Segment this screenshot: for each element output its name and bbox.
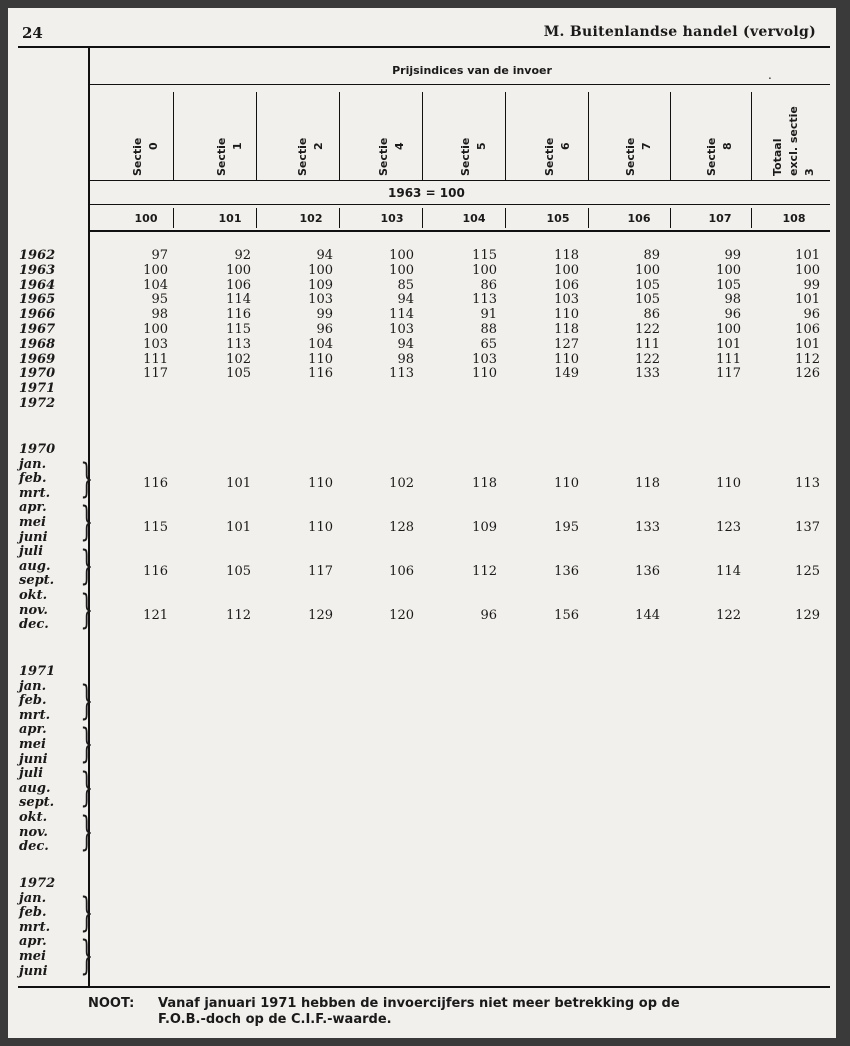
table-cell: 110 [308, 351, 333, 367]
table-cell: 116 [143, 563, 168, 579]
column-header-line: 8 [721, 142, 734, 150]
column-header-line: 4 [393, 142, 406, 150]
table-cell: 144 [635, 607, 660, 623]
table-cell: 115 [226, 322, 251, 337]
column-header-line: 7 [640, 142, 653, 150]
table-cell: 122 [635, 351, 660, 367]
table-cell: 129 [795, 607, 820, 623]
table-cell: 113 [795, 476, 820, 492]
column-header-line: Sectie [215, 137, 228, 176]
bottom-rule [18, 986, 830, 988]
column-code: 106 [627, 212, 651, 225]
base-rule-top [88, 180, 830, 181]
table-cell: 105 [226, 563, 251, 579]
month-label: juni [19, 751, 48, 767]
table-cell: 118 [472, 476, 497, 492]
table-cell: 94 [316, 248, 333, 263]
table-cell: 118 [635, 476, 660, 492]
table-cell: 126 [795, 366, 820, 382]
quarter-brace: } [80, 933, 94, 980]
table-cell: 99 [803, 277, 820, 293]
column-header-line: 1 [231, 142, 244, 150]
table-cell: 92 [234, 248, 251, 263]
table-cell: 136 [554, 563, 579, 579]
month-label: aug. [19, 780, 51, 796]
quarter-brace: } [80, 677, 94, 724]
year-row-label: 1970 [19, 366, 56, 382]
column-header-line: Sectie [459, 137, 472, 176]
table-cell: 94 [397, 336, 414, 352]
table-cell: 123 [716, 520, 741, 535]
table-cell: 121 [143, 607, 168, 623]
table-cell: 101 [795, 248, 820, 263]
column-header-line: Sectie [624, 137, 637, 176]
table-cell: 96 [480, 607, 497, 623]
table-cell: 118 [554, 322, 579, 337]
table-cell: 105 [716, 277, 741, 293]
month-label: apr. [19, 500, 47, 516]
table-cell: 101 [716, 336, 741, 352]
table-cell: 100 [389, 248, 414, 263]
table-cell: 100 [554, 262, 579, 278]
column-header-line: 3 [803, 168, 816, 176]
table-cell: 115 [143, 520, 168, 535]
table-cell: 103 [389, 322, 414, 337]
table-cell: 117 [143, 366, 168, 382]
table-cell: 100 [716, 262, 741, 278]
column-code: 108 [782, 212, 806, 225]
table-cell: 110 [554, 476, 579, 492]
column-header-line: Sectie [705, 137, 718, 176]
table-cell: 100 [143, 322, 168, 337]
quarter-brace: } [80, 765, 94, 812]
table-cell: 99 [316, 307, 333, 323]
table-cell: 113 [389, 366, 414, 382]
table-cell: 86 [643, 307, 660, 323]
table-cell: 128 [389, 520, 414, 535]
quarter-brace: } [80, 455, 94, 502]
column-header-line: 0 [147, 142, 160, 150]
table-cell: 103 [472, 351, 497, 367]
table-cell: 122 [635, 322, 660, 337]
column-header-line: Totaal [771, 138, 784, 176]
table-cell: 116 [226, 307, 251, 323]
table-cell: 109 [472, 520, 497, 535]
table-cell: 106 [389, 563, 414, 579]
code-column-divider [670, 208, 671, 228]
table-cell: 114 [226, 292, 251, 308]
column-code: 102 [299, 212, 323, 225]
table-cell: 100 [472, 262, 497, 278]
table-cell: 116 [143, 476, 168, 492]
quarter-brace: } [80, 889, 94, 936]
month-label: mrt. [19, 707, 51, 723]
table-cell: 156 [554, 607, 579, 623]
column-code: 104 [462, 212, 486, 225]
table-cell: 112 [795, 351, 820, 367]
page [8, 8, 836, 1038]
quarter-brace: } [80, 587, 94, 633]
table-cell: 106 [226, 277, 251, 293]
table-cell: 101 [795, 292, 820, 308]
table-cell: 89 [643, 248, 660, 263]
month-label: juni [19, 963, 48, 979]
header-column-divider [670, 92, 671, 180]
table-cell: 102 [389, 476, 414, 492]
table-cell: 105 [226, 366, 251, 382]
month-label: mei [19, 515, 46, 530]
top-rule [18, 46, 830, 48]
table-cell: 96 [724, 307, 741, 323]
table-cell: 110 [308, 476, 333, 492]
note-line-1: Vanaf januari 1971 hebben de invoercijfers niet meer betrekking op de [158, 996, 680, 1011]
table-cell: 136 [635, 563, 660, 579]
table-cell: 110 [716, 476, 741, 492]
header-column-divider [505, 92, 506, 180]
note-line-2: F.O.B.-doch op de C.I.F.-waarde. [158, 1012, 392, 1027]
header-column-divider [256, 92, 257, 180]
month-label: jan. [19, 456, 47, 472]
table-cell: 110 [554, 351, 579, 367]
table-cell: 95 [151, 292, 168, 308]
column-header-8 [770, 96, 818, 176]
month-label: juni [19, 529, 48, 545]
year-heading: 1971 [19, 664, 56, 679]
table-cell: 110 [472, 366, 497, 382]
month-label: nov. [19, 602, 48, 618]
table-cell: 98 [724, 292, 741, 308]
month-label: jan. [19, 890, 47, 906]
year-row-label: 1972 [19, 396, 56, 411]
month-label: dec. [19, 617, 49, 633]
month-label: feb. [19, 471, 47, 487]
header-column-divider [588, 92, 589, 180]
month-label: aug. [19, 558, 51, 574]
month-label: mrt. [19, 485, 51, 501]
table-cell: 109 [308, 277, 333, 293]
table-cell: 85 [397, 277, 414, 293]
page-number: 24 [22, 24, 43, 42]
table-cell: 112 [472, 563, 497, 579]
code-column-divider [588, 208, 589, 228]
table-cell: 133 [635, 520, 660, 535]
table-cell: 115 [472, 248, 497, 263]
quarter-brace: } [80, 543, 94, 590]
table-cell: 195 [554, 520, 579, 535]
code-column-divider [173, 208, 174, 228]
table-cell: 100 [795, 262, 820, 278]
month-label: apr. [19, 722, 47, 738]
year-row-label: 1964 [19, 277, 56, 293]
month-label: mei [19, 949, 46, 964]
year-row-label: 1963 [19, 262, 56, 278]
column-header-3 [376, 96, 408, 176]
column-header-line: excl. sectie [787, 106, 800, 176]
table-cell: 105 [635, 277, 660, 293]
year-row-label: 1962 [19, 248, 56, 263]
table-cell: 100 [143, 262, 168, 278]
quarter-brace: } [80, 721, 94, 768]
column-header-4 [458, 96, 490, 176]
year-heading: 1972 [19, 876, 56, 891]
column-header-6 [623, 96, 655, 176]
month-label: jan. [19, 678, 47, 694]
base-label: 1963 = 100 [388, 186, 465, 200]
table-cell: 106 [554, 277, 579, 293]
table-cell: 106 [795, 322, 820, 337]
quarter-brace: } [80, 499, 94, 546]
column-header-5 [542, 96, 574, 176]
table-cell: 113 [472, 292, 497, 308]
table-cell: 111 [143, 351, 168, 367]
header-column-divider [339, 92, 340, 180]
column-code: 101 [218, 212, 242, 225]
month-label: okt. [19, 810, 48, 825]
code-rule [88, 230, 830, 232]
table-cell: 96 [316, 322, 333, 337]
table-cell: 122 [716, 607, 741, 623]
footnote [88, 996, 680, 1028]
header-column-divider [173, 92, 174, 180]
table-cell: 105 [635, 292, 660, 308]
month-label: dec. [19, 839, 49, 855]
table-cell: 96 [803, 307, 820, 323]
table-cell: 102 [226, 351, 251, 367]
table-cell: 129 [308, 607, 333, 623]
year-row-label: 1971 [19, 381, 56, 397]
column-header-line: Sectie [543, 137, 556, 176]
table-cell: 99 [724, 248, 741, 263]
table-cell: 111 [635, 336, 660, 352]
table-cell: 117 [308, 563, 333, 579]
section-title: M. Buitenlandse handel (vervolg) [543, 24, 816, 40]
title-rule [88, 84, 830, 85]
month-label: sept. [19, 795, 55, 811]
table-cell: 117 [716, 366, 741, 382]
column-header-1 [214, 96, 246, 176]
table-cell: 110 [554, 307, 579, 323]
year-row-label: 1965 [19, 292, 56, 308]
table-cell: 137 [795, 520, 820, 535]
table-cell: 97 [151, 248, 168, 263]
month-label: juli [19, 544, 44, 560]
note-label: NOOT: [88, 996, 135, 1011]
month-label: feb. [19, 693, 47, 709]
code-column-divider [422, 208, 423, 228]
table-cell: 133 [635, 366, 660, 382]
column-code: 100 [134, 212, 158, 225]
header-column-divider [422, 92, 423, 180]
column-header-2 [295, 96, 327, 176]
table-cell: 112 [226, 607, 251, 623]
table-cell: 100 [716, 322, 741, 337]
table-title: Prijsindices van de invoer [392, 64, 552, 77]
table-cell: 127 [554, 336, 579, 352]
column-header-line: 2 [312, 142, 325, 150]
table-cell: 98 [397, 351, 414, 367]
table-cell: 101 [226, 520, 251, 535]
month-label: mrt. [19, 919, 51, 935]
table-cell: 103 [308, 292, 333, 308]
table-cell: 100 [389, 262, 414, 278]
table-cell: 113 [226, 336, 251, 352]
table-cell: 65 [480, 336, 497, 352]
table-cell: 104 [308, 336, 333, 352]
table-cell: 100 [226, 262, 251, 278]
month-label: mei [19, 737, 46, 752]
year-heading: 1970 [19, 442, 56, 457]
month-label: juli [19, 766, 44, 782]
column-header-line: Sectie [377, 137, 390, 176]
code-column-divider [505, 208, 506, 228]
title-dot: . [768, 68, 772, 82]
month-label: nov. [19, 824, 48, 840]
column-header-line: Sectie [131, 137, 144, 176]
column-code: 103 [380, 212, 404, 225]
base-rule-bottom [88, 204, 830, 205]
month-label: apr. [19, 934, 47, 950]
table-cell: 114 [389, 307, 414, 323]
table-cell: 100 [308, 262, 333, 278]
column-code: 105 [546, 212, 570, 225]
table-cell: 125 [795, 563, 820, 579]
table-cell: 100 [635, 262, 660, 278]
quarter-brace: } [80, 809, 94, 855]
table-cell: 110 [308, 520, 333, 535]
table-cell: 101 [226, 476, 251, 492]
column-header-line: 6 [559, 142, 572, 150]
code-column-divider [256, 208, 257, 228]
year-row-label: 1968 [19, 336, 56, 352]
column-header-line: Sectie [296, 137, 309, 176]
column-code: 107 [708, 212, 732, 225]
column-header-line: 5 [475, 142, 488, 150]
table-cell: 86 [480, 277, 497, 293]
month-label: sept. [19, 573, 55, 589]
table-cell: 149 [554, 366, 579, 382]
table-cell: 116 [308, 366, 333, 382]
table-cell: 98 [151, 307, 168, 323]
table-cell: 103 [143, 336, 168, 352]
month-label: okt. [19, 588, 48, 603]
table-cell: 101 [795, 336, 820, 352]
month-label: feb. [19, 905, 47, 921]
year-row-label: 1967 [19, 322, 56, 337]
table-cell: 88 [480, 322, 497, 337]
table-cell: 111 [716, 351, 741, 367]
table-cell: 114 [716, 563, 741, 579]
table-cell: 120 [389, 607, 414, 623]
table-cell: 118 [554, 248, 579, 263]
code-column-divider [339, 208, 340, 228]
table-cell: 91 [480, 307, 497, 323]
table-cell: 103 [554, 292, 579, 308]
table-cell: 94 [397, 292, 414, 308]
table-cell: 104 [143, 277, 168, 293]
column-header-0 [130, 96, 162, 176]
code-column-divider [751, 208, 752, 228]
header-column-divider [751, 92, 752, 180]
year-row-label: 1966 [19, 307, 56, 323]
year-row-label: 1969 [19, 351, 56, 367]
column-header-7 [704, 96, 736, 176]
